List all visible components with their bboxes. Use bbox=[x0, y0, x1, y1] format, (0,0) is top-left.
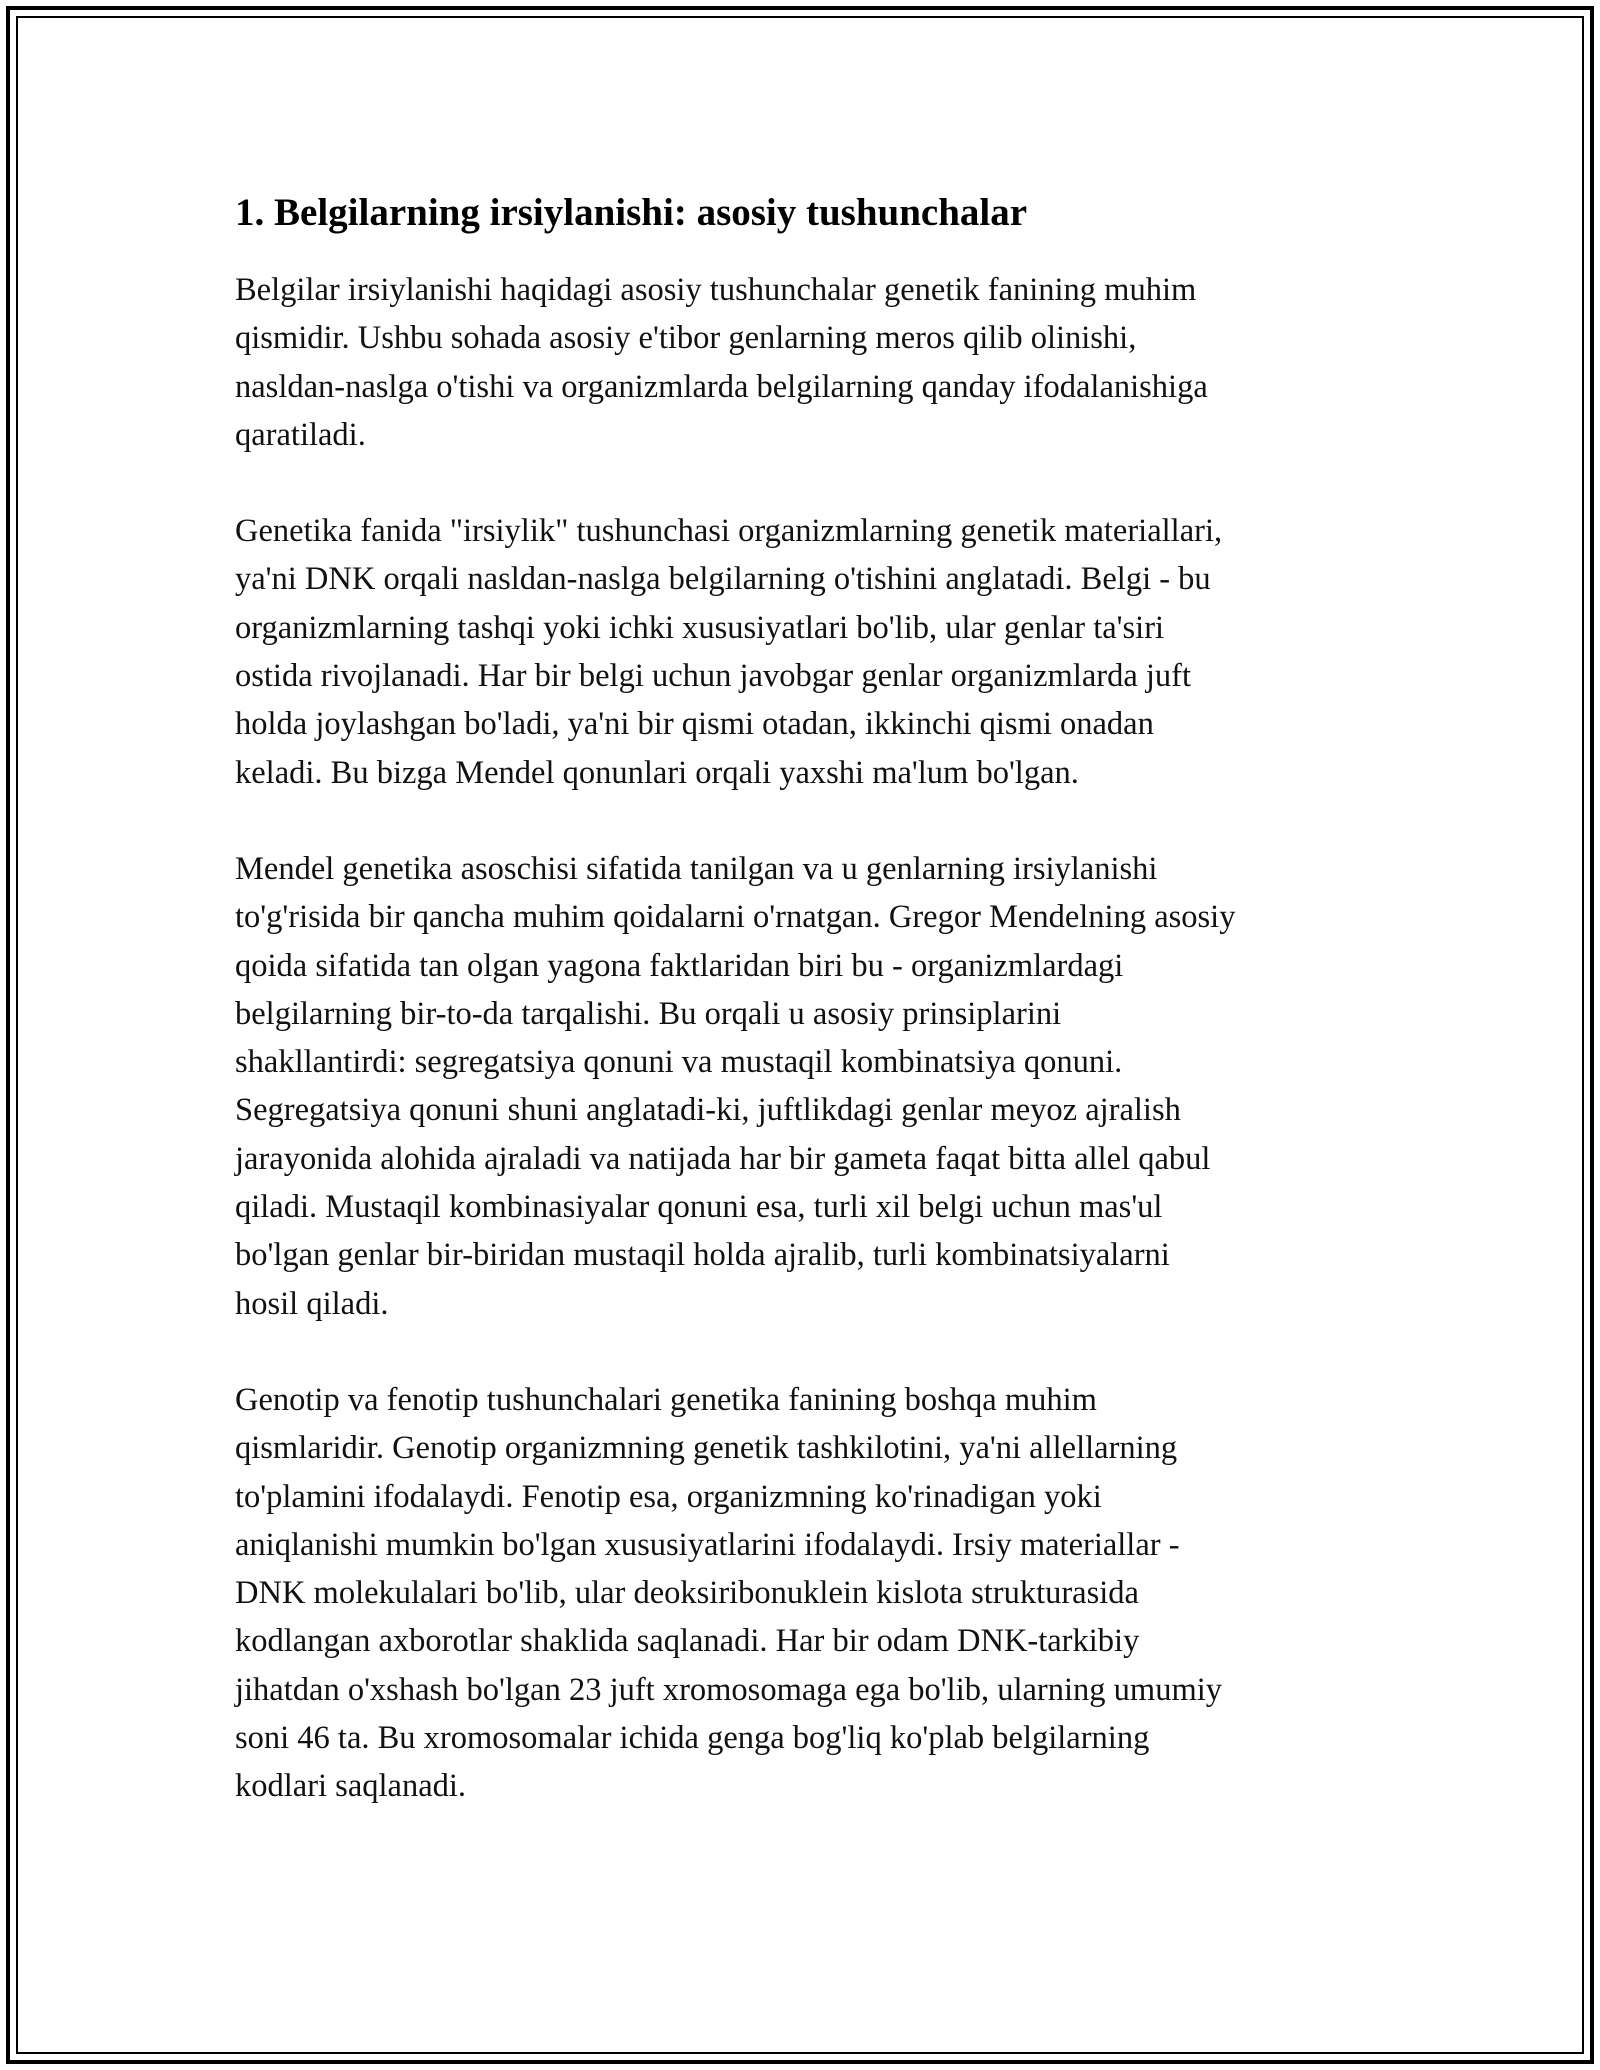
paragraph-line: aniqlanishi mumkin bo'lgan xususiyatlarini ifodalaydi. Irsiy materiallar - bbox=[235, 1526, 1180, 1563]
paragraph-line: ostida rivojlanadi. Har bir belgi uchun javobgar genlar organizmlarda juft bbox=[235, 658, 1192, 695]
paragraph-line: jarayonida alohida ajraladi va natijada har bir gameta faqat bitta allel qabul bbox=[235, 1140, 1211, 1177]
paragraph-line: bo'lgan genlar bir-biridan mustaqil holda ajralib, turli kombinatsiyalarni bbox=[235, 1237, 1170, 1274]
paragraph-3 bbox=[235, 845, 1375, 1328]
paragraph-line: to'g'risida bir qancha muhim qoidalarni o'rnatgan. Gregor Mendelning asosiy bbox=[235, 899, 1236, 936]
paragraph-line: qiladi. Mustaqil kombinasiyalar qonuni esa, turli xil belgi uchun mas'ul bbox=[235, 1189, 1163, 1226]
paragraph-line: hosil qiladi. bbox=[235, 1285, 389, 1322]
paragraph-line: qoida sifatida tan olgan yagona faktlaridan biri bu - organizmlardagi bbox=[235, 947, 1124, 984]
paragraph-line: belgilarning bir-to-da tarqalishi. Bu orqali u asosiy prinsiplarini bbox=[235, 995, 1062, 1032]
paragraph-line: Genotip va fenotip tushunchalari genetika fanining boshqa muhim bbox=[235, 1381, 1097, 1418]
paragraph-line: Mendel genetika asoschisi sifatida tanilgan va u genlarning irsiylanishi bbox=[235, 850, 1158, 887]
paragraph-line: Belgilar irsiylanishi haqidagi asosiy tushunchalar genetik fanining muhim bbox=[235, 272, 1197, 308]
paragraph-1 bbox=[235, 266, 1375, 459]
paragraph-2 bbox=[235, 507, 1375, 797]
paragraph-line: jihatdan o'xshash bo'lgan 23 juft xromosomaga ega bo'lib, ularning umumiy bbox=[235, 1671, 1222, 1708]
paragraph-line: qaratiladi. bbox=[235, 416, 366, 453]
paragraph-line: ya'ni DNK orqali nasldan-naslga belgilarning o'tishini anglatadi. Belgi - bu bbox=[235, 561, 1211, 598]
paragraph-line: DNK molekulalari bo'lib, ular deoksiribonuklein kislota strukturasida bbox=[235, 1575, 1139, 1612]
paragraph-line: nasldan-naslga o'tishi va organizmlarda belgilarning qanday ifodalanishiga bbox=[235, 368, 1208, 405]
paragraph-4 bbox=[235, 1376, 1375, 1811]
paragraph-line: shakllantirdi: segregatsiya qonuni va mustaqil kombinatsiya qonuni. bbox=[235, 1044, 1123, 1081]
paragraph-line: Genetika fanida "irsiylik" tushunchasi organizmlarning genetik materiallari, bbox=[235, 513, 1223, 550]
document-body bbox=[235, 188, 1375, 1859]
paragraph-line: kodlangan axborotlar shaklida saqlanadi. Har bir odam DNK-tarkibiy bbox=[235, 1623, 1140, 1660]
paragraph-line: holda joylashgan bo'ladi, ya'ni bir qismi otadan, ikkinchi qismi onadan bbox=[235, 706, 1154, 743]
document-title: 1. Belgilarning irsiylanishi: asosiy tushunchalar bbox=[235, 191, 1028, 234]
paragraph-line: organizmlarning tashqi yoki ichki xususiyatlari bo'lib, ular genlar ta'siri bbox=[235, 609, 1165, 646]
paragraph-line: keladi. Bu bizga Mendel qonunlari orqali yaxshi ma'lum bo'lgan. bbox=[235, 754, 1079, 791]
paragraph-line: qismidir. Ushbu sohada asosiy e'tibor genlarning meros qilib olinishi, bbox=[235, 320, 1137, 357]
paragraph-line: Segregatsiya qonuni shuni anglatadi-ki, juftlikdagi genlar meyoz ajralish bbox=[235, 1092, 1181, 1129]
paragraph-line: to'plamini ifodalaydi. Fenotip esa, organizmning ko'rinadigan yoki bbox=[235, 1478, 1102, 1515]
paragraph-line: qismlaridir. Genotip organizmning genetik tashkilotini, ya'ni allellarning bbox=[235, 1430, 1178, 1467]
paragraph-line: soni 46 ta. Bu xromosomalar ichida genga bog'liq ko'plab belgilarning bbox=[235, 1720, 1150, 1757]
paragraph-line: kodlari saqlanadi. bbox=[235, 1768, 467, 1805]
